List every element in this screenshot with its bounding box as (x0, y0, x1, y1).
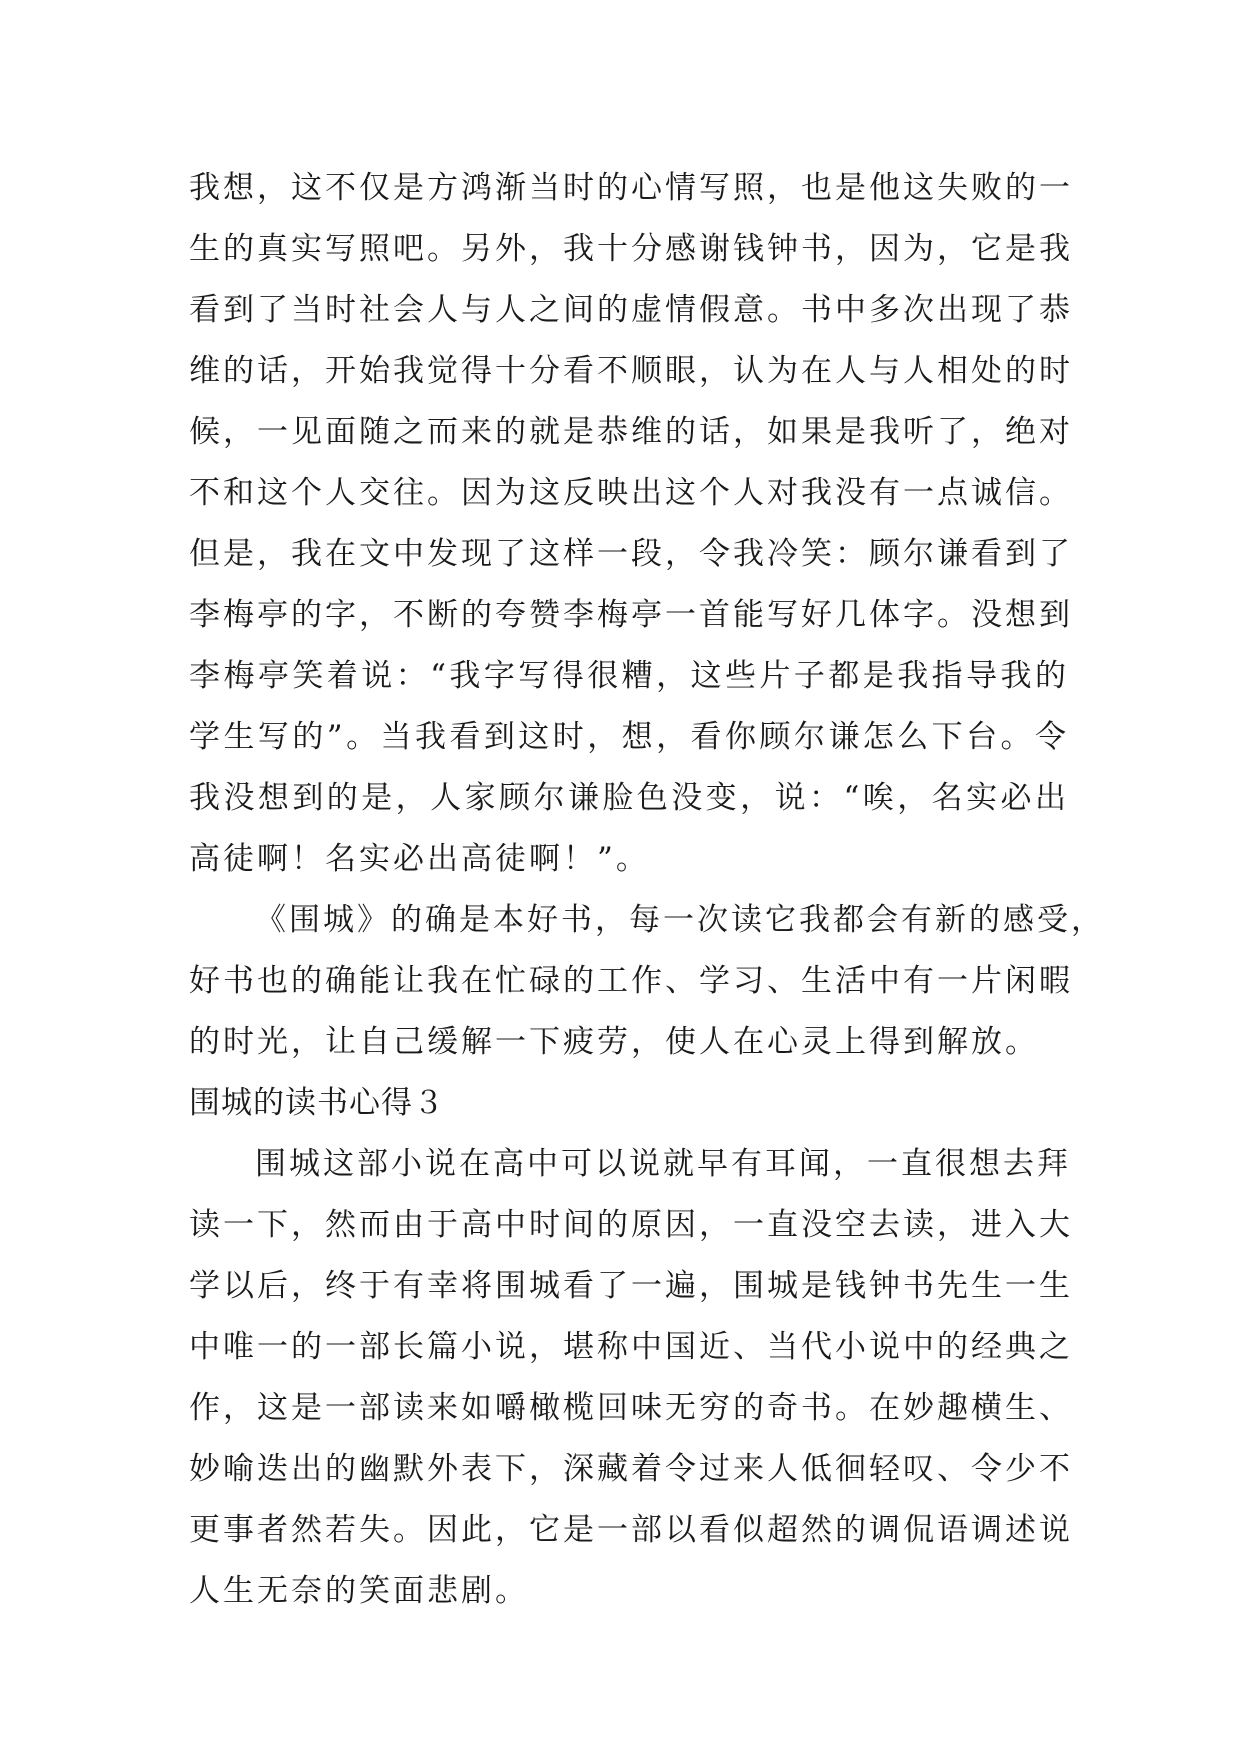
text-line: 更事者然若失。因此，它是一部以看似超然的调侃语调述说 (189, 1512, 1073, 1548)
text-line: 《围城》的确是本好书，每一次读它我都会有新的感受， (255, 902, 1105, 938)
text-line: 李梅亭的字，不断的夸赞李梅亭一首能写好几体字。没想到 (189, 597, 1073, 633)
section-heading: 围城的读书心得３ (189, 1085, 445, 1121)
text-line: 但是，我在文中发现了这样一段，令我冷笑：顾尔谦看到了 (189, 536, 1073, 572)
text-line: 妙喻迭出的幽默外表下，深藏着令过来人低徊轻叹、令少不 (189, 1451, 1073, 1487)
text-line: 我没想到的是，人家顾尔谦脸色没变，说：“唉，名实必出 (189, 780, 1069, 816)
document-body (189, 158, 1105, 1622)
text-line: 学生写的”。当我看到这时，想，看你顾尔谦怎么下台。令 (189, 719, 1069, 755)
text-line: 作，这是一部读来如嚼橄榄回味无穷的奇书。在妙趣横生、 (189, 1390, 1073, 1426)
text-line: 中唯一的一部长篇小说，堪称中国近、当代小说中的经典之 (189, 1329, 1073, 1365)
text-line: 围城这部小说在高中可以说就早有耳闻，一直很想去拜 (255, 1146, 1071, 1182)
text-line: 李梅亭笑着说：“我字写得很糟，这些片子都是我指导我的 (189, 658, 1069, 694)
text-line: 的时光，让自己缓解一下疲劳，使人在心灵上得到解放。 (189, 1024, 1039, 1060)
text-line: 人生无奈的笑面悲剧。 (189, 1573, 529, 1609)
text-line: 不和这个人交往。因为这反映出这个人对我没有一点诚信。 (189, 475, 1073, 511)
text-line: 看到了当时社会人与人之间的虚情假意。书中多次出现了恭 (189, 292, 1073, 328)
text-line: 维的话，开始我觉得十分看不顺眼，认为在人与人相处的时 (189, 353, 1073, 389)
text-line: 学以后，终于有幸将围城看了一遍，围城是钱钟书先生一生 (189, 1268, 1073, 1304)
text-line: 生的真实写照吧。另外，我十分感谢钱钟书，因为，它是我 (189, 231, 1073, 267)
text-line: 我想，这不仅是方鸿渐当时的心情写照，也是他这失败的一 (189, 170, 1073, 206)
text-line: 候，一见面随之而来的就是恭维的话，如果是我听了，绝对 (189, 414, 1073, 450)
text-line: 好书也的确能让我在忙碌的工作、学习、生活中有一片闲暇 (189, 963, 1073, 999)
text-line: 读一下，然而由于高中时间的原因，一直没空去读，进入大 (189, 1207, 1073, 1243)
text-line: 高徒啊！名实必出高徒啊！”。 (189, 841, 650, 877)
